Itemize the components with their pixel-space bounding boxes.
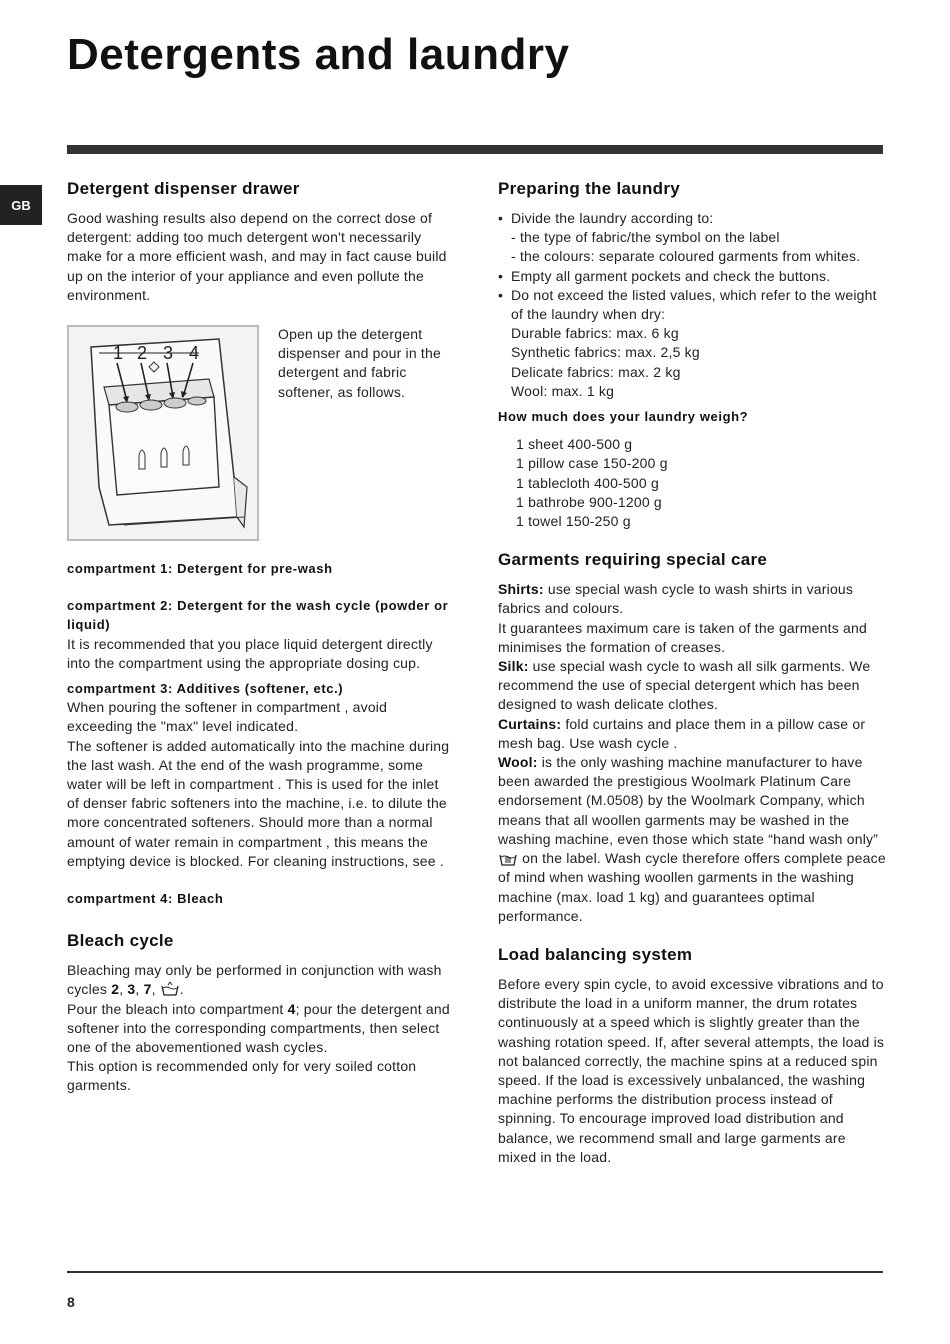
wool-text: Wool: is the only washing machine manufacturer to have been awarded the prestigious Woolmark Platinum Care endorsement (M.0508) by the Woolmark Company, which means that all woollen garments may be washed in the washing machine, even those which state “hand wash only” on the label. Wash cycle therefore offers complete peace of mind when washing woollen garments in the washing machine (max. load 1 kg) and guarantees optimal performance. (498, 754, 886, 924)
cycle-number: 7 (143, 981, 152, 998)
cycle-number: 2 (111, 981, 120, 998)
compartment-3-label: compartment 3: Additives (softener, etc.) (67, 681, 344, 697)
list-item: • Do not exceed the listed values, which refer to the weight of the laundry when dry: Durable fabrics: max. 6 kg Synthetic fabrics: max. 2,5 kg Delicate fabrics: max. 2 kg Wool: max. 1 kg (498, 286, 886, 401)
figure-number: 3 (163, 343, 174, 364)
right-column (498, 178, 886, 1167)
special-care-heading: Garments requiring special care (498, 550, 768, 570)
figure-number: 2 (137, 343, 148, 364)
weigh-list (498, 435, 886, 531)
weigh-item: 1 tablecloth 400-500 g (516, 474, 659, 491)
compartment-2-label: compartment 2: Detergent for the wash cycle (powder or liquid) (67, 598, 449, 633)
shirts-text-2: It guarantees maximum care is taken of the garments and minimises the formation of creases. (498, 619, 867, 655)
compartment-4-label: compartment 4: Bleach (67, 891, 224, 907)
list-item: • Divide the laundry according to: - the type of fabric/the symbol on the label - the colours: separate coloured garments from whites. (498, 209, 886, 267)
preparing-list (498, 209, 886, 401)
list-item: • Empty all garment pockets and check the buttons. (498, 267, 886, 286)
weigh-item: 1 towel 150-250 g (516, 513, 631, 530)
header-rule (67, 145, 883, 154)
compartment-3-text-2: The softener is added automatically into the machine during the last wash. At the end of the wash programme, some water will be left in compartment . This is used for the inlet of denser fabric softeners into the machine, i.e. to dilute the more concentrated softeners. Should more than a normal amount of water remain in compartment , this means the emptying device is blocked. For cleaning instructions, see . (67, 737, 450, 869)
weigh-item: 1 sheet 400-500 g (516, 436, 633, 453)
left-column (67, 178, 452, 1096)
weigh-item: 1 bathrobe 900-1200 g (516, 493, 662, 510)
bleach-line-3: This option is recommended only for very soiled cotton garments. (67, 1058, 417, 1094)
shirts-text: Shirts: use special wash cycle to wash shirts in various fabrics and colours. (498, 581, 854, 617)
bleach-line-1: Bleaching may only be performed in conjunction with wash cycles 2, 3, 7, . (67, 962, 442, 998)
page-number: 8 (67, 1294, 75, 1310)
bleach-line-2: Pour the bleach into compartment 4; pour the detergent and softener into the corresponding compartments, then select one of the abovementioned wash cycles. (67, 1000, 450, 1056)
figure-number: 4 (189, 343, 200, 364)
bleach-wash-icon (160, 981, 180, 997)
curtains-text: Curtains: fold curtains and place them in a pillow case or mesh bag. Use wash cycle . (498, 715, 866, 751)
dispenser-intro: Good washing results also depend on the correct dose of detergent: adding too much detergent won't necessarily make for a more efficient wash, and may in fact cause build up on the interior of your appliance and even pollute the environment. (67, 210, 447, 303)
compartment-2-text: It is recommended that you place liquid detergent directly into the compartment using the appropriate dosing cup. (67, 635, 433, 671)
silk-text: Silk: use special wash cycle to wash all silk garments. We recommend the use of special detergent which has been designed to wash delicate clothes. (498, 658, 871, 713)
language-tab: GB (0, 185, 42, 225)
dispenser-figure-row (67, 325, 452, 541)
dispenser-heading: Detergent dispenser drawer (67, 179, 300, 198)
weigh-item: 1 pillow case 150-200 g (516, 455, 668, 472)
figure-number: 1 (113, 343, 124, 364)
load-balancing-text: Before every spin cycle, to avoid excessive vibrations and to distribute the load in a uniform manner, the drum rotates continuously at a speed which is slightly greater than the washing rotation speed. If, after several attempts, the load is not balanced correctly, the machine spins at a reduced spin speed. If the load is excessively unbalanced, the washing machine performs the distribution process instead of spinning. To encourage improved load distribution and balance, we recommend small and large garments are mixed in the load. (498, 975, 885, 1165)
load-balancing-heading: Load balancing system (498, 944, 693, 964)
compartment-1-label: compartment 1: Detergent for pre-wash (67, 561, 333, 577)
preparing-heading: Preparing the laundry (498, 179, 681, 198)
footer-rule (67, 1271, 883, 1273)
compartment-3-text: When pouring the softener in compartment , avoid exceeding the "max" level indicated. (67, 699, 388, 735)
compartment-number: 4 (287, 1000, 296, 1017)
dispenser-drawer-illustration (67, 325, 259, 541)
figure-instructions: Open up the detergent dispenser and pour in the detergent and fabric softener, as follows. (278, 326, 441, 400)
weigh-heading: How much does your laundry weigh? (498, 409, 749, 425)
cycle-number: 3 (127, 981, 136, 998)
bleach-heading: Bleach cycle (67, 931, 174, 951)
hand-wash-icon (498, 850, 518, 866)
page-title: Detergents and laundry (67, 30, 570, 79)
